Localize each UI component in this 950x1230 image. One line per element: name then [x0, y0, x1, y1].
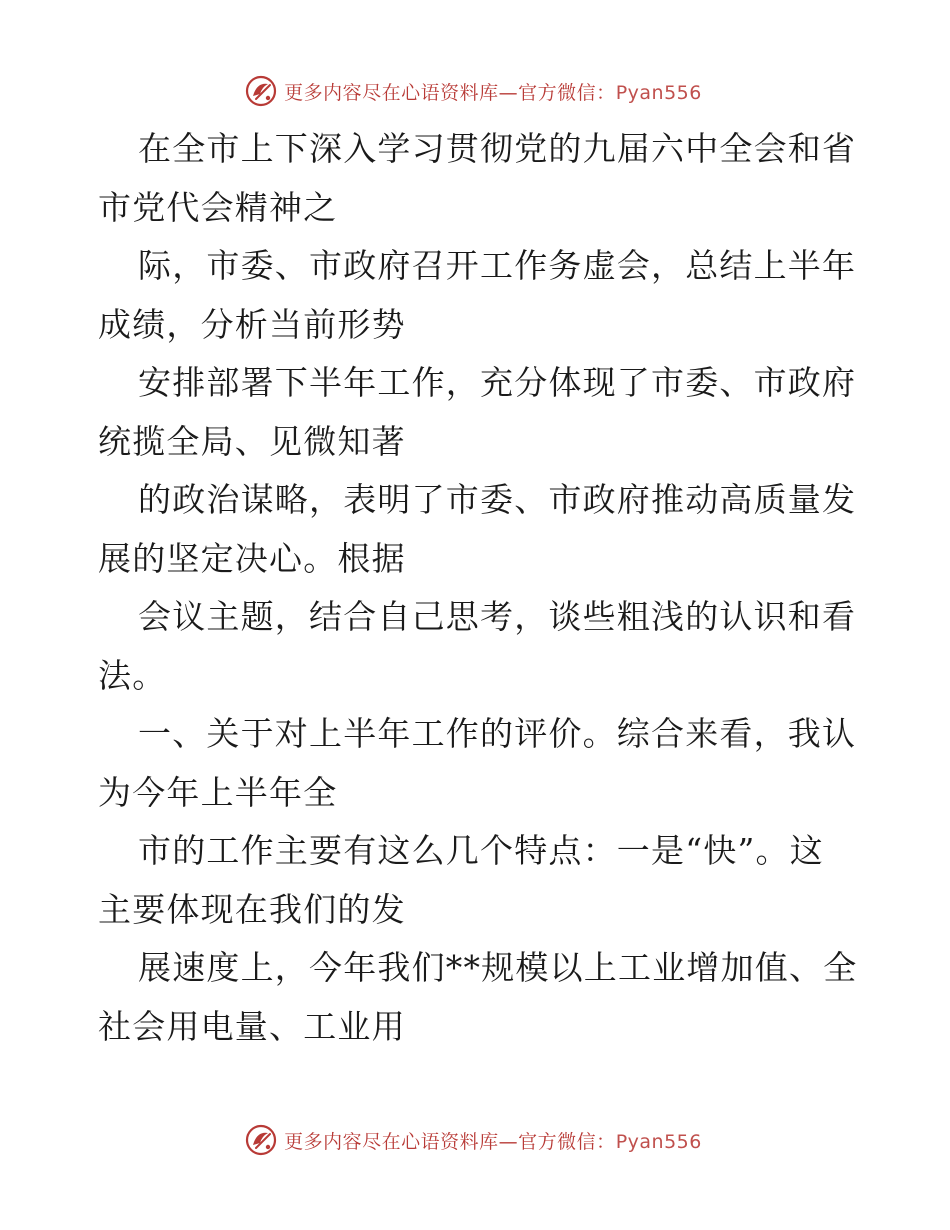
- header-wechat-label: 官方微信：: [518, 81, 616, 104]
- paragraph-3: 安排部署下半年工作，充分体现了市委、市政府统揽全局、见微知著: [98, 363, 857, 461]
- footer-wechat-id: Pyan556: [615, 1130, 702, 1153]
- header-site-text: 更多内容尽在心语资料库: [284, 81, 499, 104]
- paragraph-5: 会议主题，结合自己思考，谈些粗浅的认识和看法。: [98, 597, 857, 695]
- brand-logo-icon: [244, 1123, 278, 1157]
- header-banner-text: [284, 78, 702, 105]
- document-body: [98, 120, 858, 1056]
- footer-watermark-banner: [0, 1120, 950, 1160]
- footer-wechat-label: 官方微信：: [518, 1130, 616, 1153]
- paragraph-1: 在全市上下深入学习贯彻党的九届六中全会和省市党代会精神之: [98, 129, 857, 227]
- paragraph-7: 市的工作主要有这么几个特点：一是“快”。这主要体现在我们的发: [98, 831, 824, 929]
- footer-dash: —: [498, 1130, 519, 1153]
- footer-banner-inner: [244, 1123, 702, 1157]
- paragraph-2: 际，市委、市政府召开工作务虚会，总结上半年成绩，分析当前形势: [98, 246, 857, 344]
- brand-logo-icon: [244, 74, 278, 108]
- header-watermark-banner: [0, 71, 950, 111]
- paragraph-8: 展速度上，今年我们**规模以上工业增加值、全社会用电量、工业用: [98, 948, 858, 1046]
- header-dash: —: [498, 81, 519, 104]
- footer-site-text: 更多内容尽在心语资料库: [284, 1130, 499, 1153]
- paragraph-6: 一、关于对上半年工作的评价。综合来看，我认为今年上半年全: [98, 714, 857, 812]
- header-banner-inner: [244, 74, 702, 108]
- header-wechat-id: Pyan556: [615, 81, 702, 104]
- footer-banner-text: [284, 1127, 702, 1154]
- paragraph-4: 的政治谋略，表明了市委、市政府推动高质量发展的坚定决心。根据: [98, 480, 857, 578]
